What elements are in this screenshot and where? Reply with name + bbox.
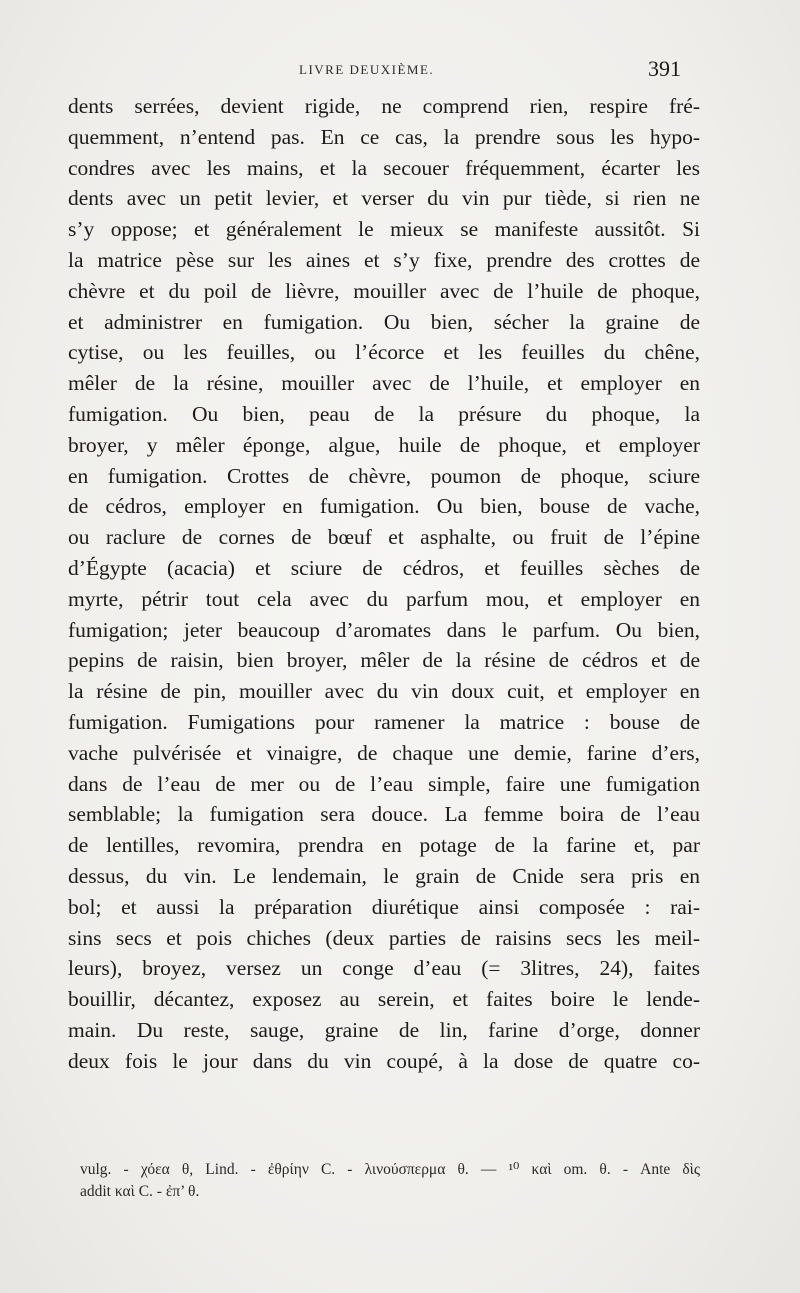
main-text-block [68, 91, 700, 1077]
footnotes [80, 1159, 700, 1203]
text-line: deux fois le jour dans du vin coupé, à la dose de quatre co- [68, 1048, 700, 1073]
text-line: de cédros, employer en fumigation. Ou bien, bouse de vache, [68, 494, 700, 519]
text-line: ou raclure de cornes de bœuf et asphalte, ou fruit de l’épine [68, 525, 700, 550]
text-line: dessus, du vin. Le lendemain, le grain de Cnide sera pris en [68, 863, 700, 888]
text-line: leurs), broyez, versez un conge d’eau (= 3litres, 24), faites [68, 956, 700, 981]
text-line: s’y oppose; et généralement le mieux se manifeste aussitôt. Si [68, 217, 700, 242]
text-line: cytise, ou les feuilles, ou l’écorce et les feuilles du chêne, [68, 340, 700, 365]
text-line: chèvre et du poil de lièvre, mouiller avec de l’huile de phoque, [68, 278, 700, 303]
text-line: main. Du reste, sauge, graine de lin, farine d’orge, donner [68, 1017, 700, 1042]
text-line: mêler de la résine, mouiller avec de l’huile, et employer en [68, 371, 700, 396]
text-line: quemment, n’entend pas. En ce cas, la prendre sous les hypo- [68, 124, 700, 149]
text-line: pepins de raisin, bien broyer, mêler de la résine de cédros et de [68, 648, 700, 673]
text-line: d’Égypte (acacia) et sciure de cédros, et feuilles sèches de [68, 555, 700, 580]
footnote-line: vulg. - χόεα θ, Lind. - ἐθρίην C. - λινούσπερμα θ. — ¹⁰ καὶ om. θ. - Ante δὶς [80, 1161, 700, 1178]
text-line: la matrice pèse sur les aines et s’y fixe, prendre des crottes de [68, 247, 700, 272]
footnote-line: addit καὶ C. - ἐπ’ θ. [80, 1183, 200, 1200]
text-line: condres avec les mains, et la secouer fréquemment, écarter les [68, 155, 700, 180]
running-head: LIVRE DEUXIÈME. [299, 62, 435, 77]
text-line: myrte, pétrir tout cela avec du parfum mou, et employer en [68, 586, 700, 611]
text-line: dans de l’eau de mer ou de l’eau simple, faire une fumigation [68, 771, 700, 796]
text-line: et administrer en fumigation. Ou bien, sécher la graine de [68, 309, 700, 334]
text-line: dents serrées, devient rigide, ne comprend rien, respire fré- [68, 94, 700, 118]
text-line: la résine de pin, mouiller avec du vin doux cuit, et employer en [68, 679, 700, 704]
text-line: broyer, y mêler éponge, algue, huile de phoque, et employer [68, 432, 700, 457]
text-line: sins secs et pois chiches (deux parties de raisins secs les meil- [68, 925, 700, 950]
text-line: de lentilles, revomira, prendra en potage de la farine et, par [68, 833, 700, 858]
text-line: bouillir, décantez, exposez au serein, et faites boire le lende- [68, 987, 700, 1012]
page-number: 391 [648, 56, 681, 81]
text-line: bol; et aussi la préparation diurétique ainsi composée : rai- [68, 894, 700, 919]
text-line: semblable; la fumigation sera douce. La femme boira de l’eau [68, 802, 700, 827]
text-line: dents avec un petit levier, et verser du vin pur tiède, si rien ne [68, 186, 700, 211]
text-line: fumigation; jeter beaucoup d’aromates dans le parfum. Ou bien, [68, 617, 700, 642]
text-line: vache pulvérisée et vinaigre, de chaque une demie, farine d’ers, [68, 740, 700, 765]
text-line: fumigation. Fumigations pour ramener la matrice : bouse de [68, 709, 700, 734]
text-line: en fumigation. Crottes de chèvre, poumon de phoque, sciure [68, 463, 700, 488]
text-line: fumigation. Ou bien, peau de la présure du phoque, la [68, 401, 700, 426]
